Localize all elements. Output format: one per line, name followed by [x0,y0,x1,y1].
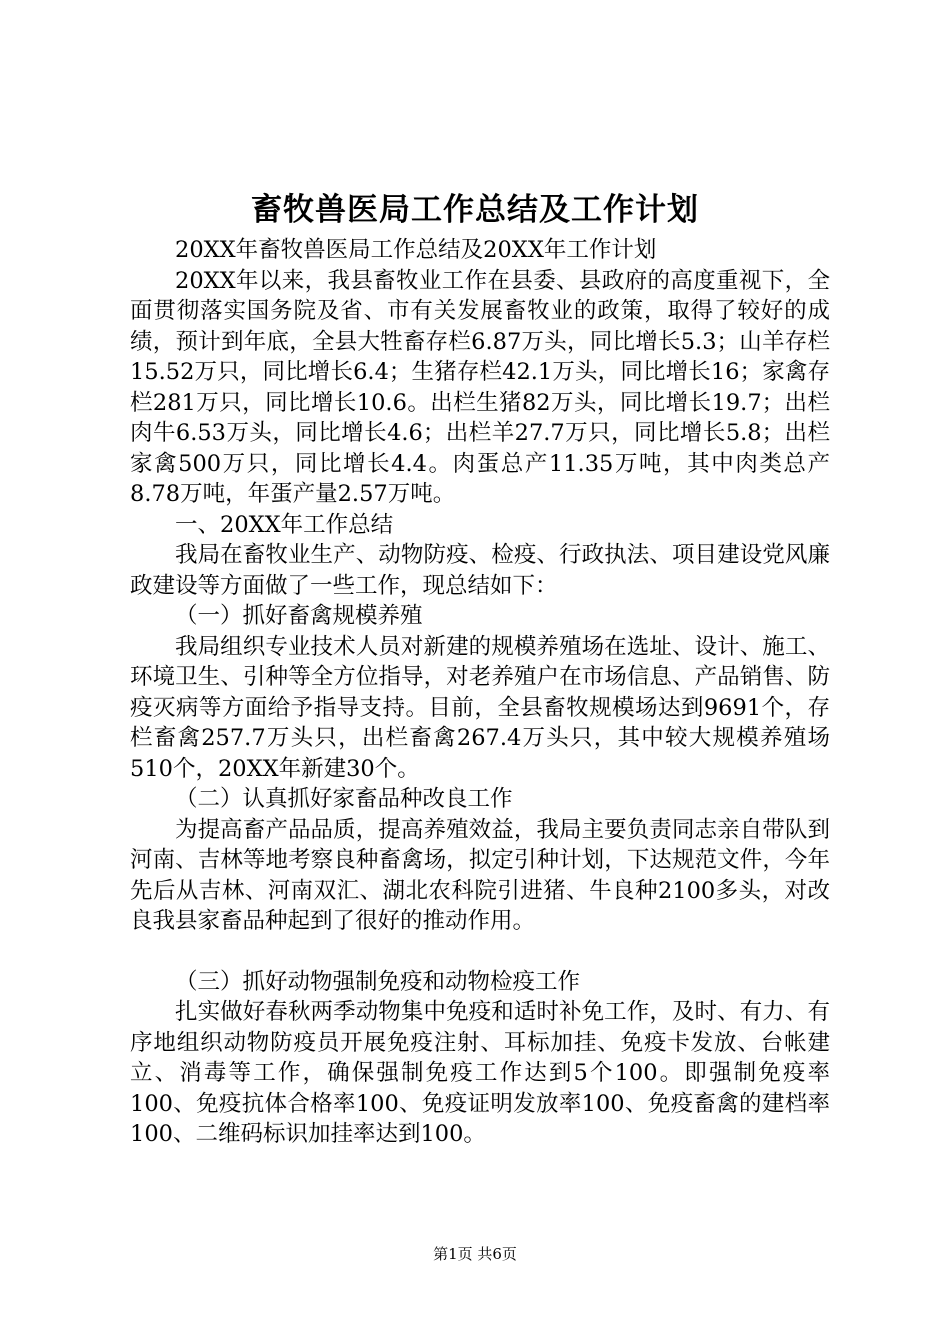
subsection-heading: （一）抓好畜禽规模养殖 [175,603,423,629]
document-title: 畜牧兽医局工作总结及工作计划 [251,192,699,228]
document-body [130,235,830,1150]
section-intro-paragraph: 我局在畜牧业生产、动物防疫、检疫、行政执法、项目建设党风廉政建设等方面做了一些工作，现总结如下： [130,542,830,599]
subsection-heading: （三）抓好动物强制免疫和动物检疫工作 [175,968,581,995]
page-number: 第1页 共6页 [433,1245,517,1263]
body-paragraph: 为提高畜产品品质，提高养殖效益，我局主要负责同志亲自带队到河南、吉林等地考察良种畜禽场，拟定引种计划，下达规范文件，今年先后从吉林、河南双汇、湖北农科院引进猪、牛良种2100多头，对改良我县家畜品种起到了很好的推动作用。 [130,816,830,934]
section-heading: 一、20XX年工作总结 [175,511,394,538]
body-paragraph: 扎实做好春秋两季动物集中免疫和适时补免工作，及时、有力、有序地组织动物防疫员开展免疫注射、耳标加挂、免疫卡发放、台帐建立、消毒等工作，确保强制免疫工作达到5个100。即强制免疫率100、免疫抗体合格率100、免疫证明发放率100、免疫畜禽的建档率100、二维码标识加挂率达到100。 [130,999,830,1147]
subtitle-paragraph: 20XX年畜牧兽医局工作总结及20XX年工作计划 [175,237,657,263]
intro-paragraph: 20XX年以来，我县畜牧业工作在县委、县政府的高度重视下，全面贯彻落实国务院及省、市有关发展畜牧业的政策，取得了较好的成绩，预计到年底，全县大牲畜存栏6.87万头，同比增长5.3；山羊存栏15.52万只，同比增长6.4；生猪存栏42.1万头，同比增长16；家禽存栏281万只，同比增长10.6。出栏生猪82万头，同比增长19.7；出栏肉牛6.53万头，同比增长4.6；出栏羊27.7万只，同比增长5.8；出栏家禽500万只，同比增长4.4。肉蛋总产11.35万吨，其中肉类总产8.78万吨，年蛋产量2.57万吨。 [130,267,830,507]
subsection-heading: （二）认真抓好家畜品种改良工作 [175,786,513,812]
body-paragraph: 我局组织专业技术人员对新建的规模养殖场在选址、设计、施工、环境卫生、引种等全方位指导，对老养殖户在市场信息、产品销售、防疫灭病等方面给予指导支持。目前，全县畜牧规模场达到9691个，存栏畜禽257.7万头只，出栏畜禽267.4万头只，其中较大规模养殖场510个，20XX年新建30个。 [130,633,830,782]
